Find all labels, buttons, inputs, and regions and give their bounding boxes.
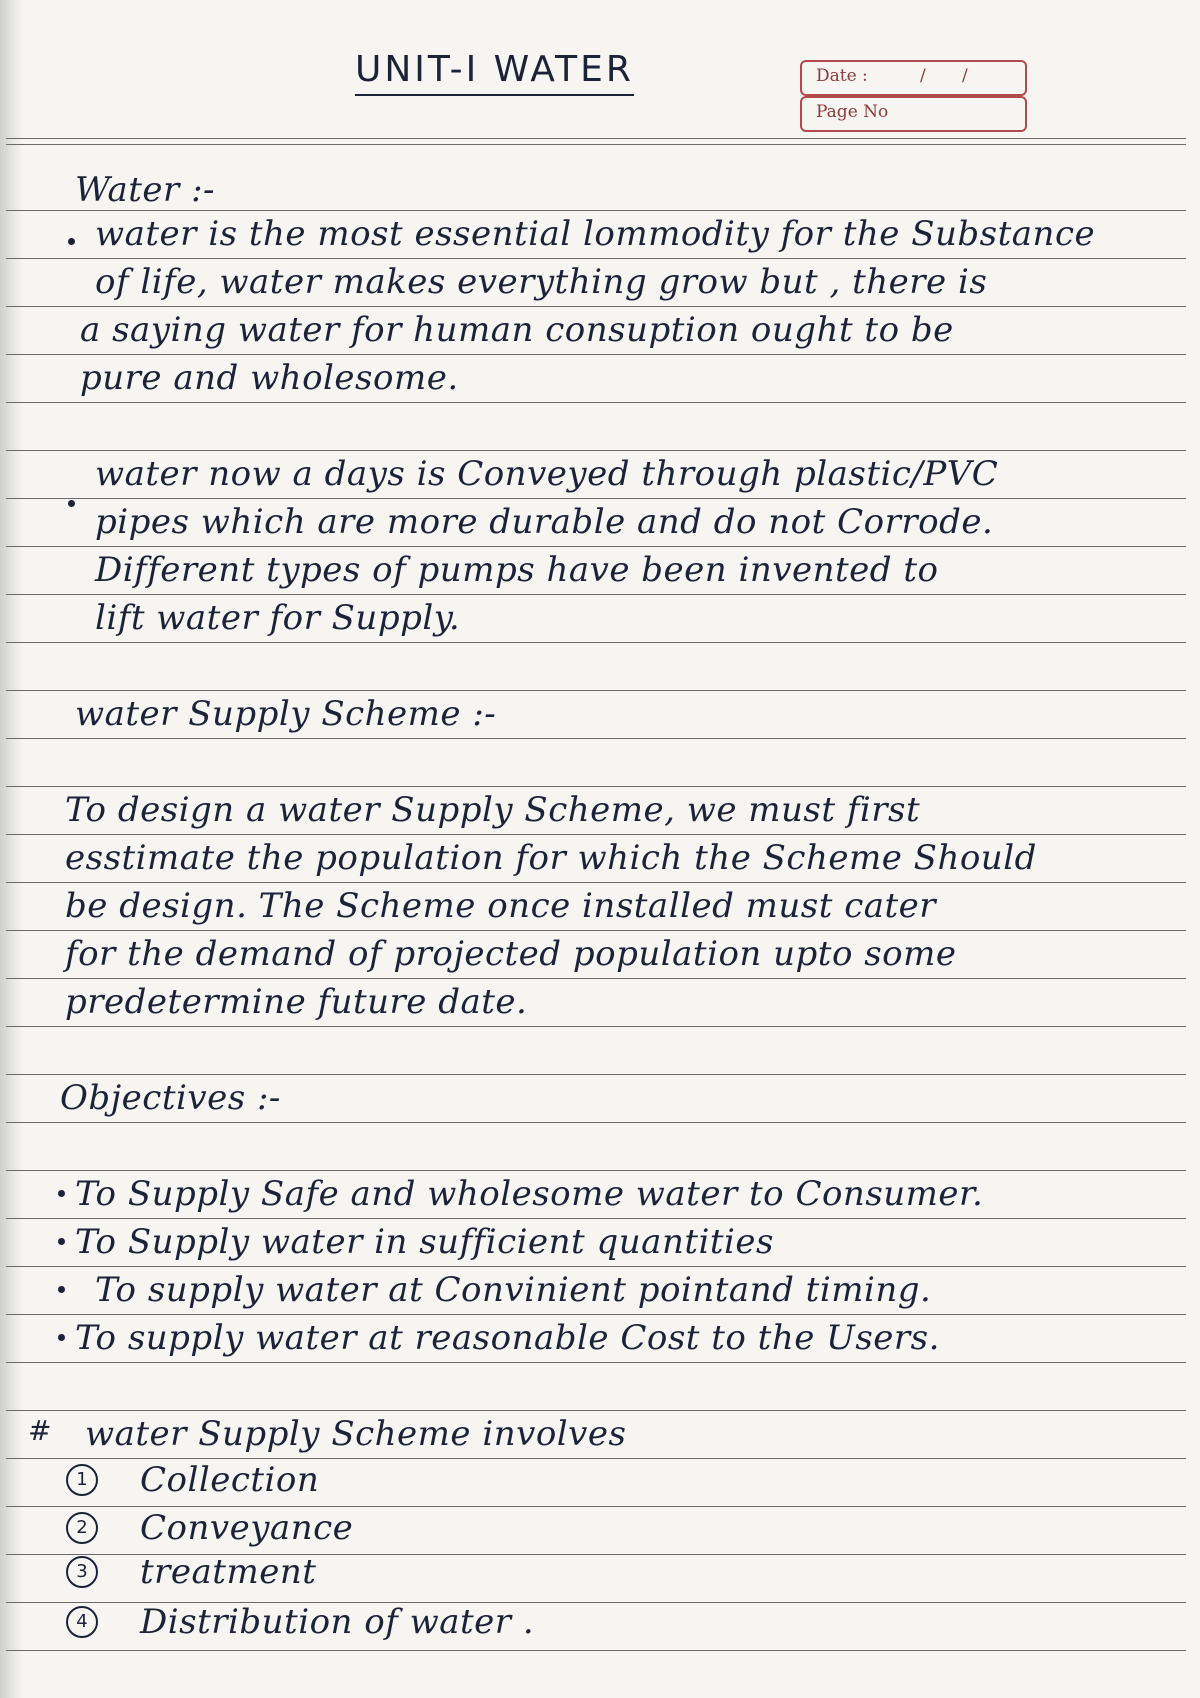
rule-line [6, 1362, 1186, 1363]
scheme-paragraph-line: predetermine future date. [65, 982, 528, 1022]
rule-line [6, 1218, 1186, 1219]
scheme-heading: water Supply Scheme :- [75, 694, 497, 734]
bullet-dot [58, 1190, 65, 1197]
rule-line [6, 978, 1186, 979]
date-page-box [800, 60, 1025, 132]
objective-item: To supply water at reasonable Cost to the Users. [75, 1318, 940, 1358]
bullet-dot [58, 1238, 65, 1245]
rule-line [6, 402, 1186, 403]
scheme-paragraph-line: be design. The Scheme once installed must cater [65, 886, 937, 926]
date-field [800, 60, 1027, 96]
bullet-dot [58, 1286, 65, 1293]
step-number: 2 [66, 1512, 98, 1544]
header-rule [6, 138, 1186, 139]
step-treatment: treatment [140, 1552, 317, 1592]
rule-line [6, 1506, 1186, 1507]
water-paragraph-1-line: of life, water makes everything grow but , there is [95, 262, 988, 302]
objective-item: To Supply water in sufficient quantities [75, 1222, 774, 1262]
objective-item: To supply water at Convinient pointand timing. [95, 1270, 932, 1310]
step-distribution: Distribution of water . [140, 1602, 535, 1642]
rule-line [6, 834, 1186, 835]
rule-line [6, 1410, 1186, 1411]
rule-line [6, 1266, 1186, 1267]
page-number-field [800, 96, 1027, 132]
rule-line [6, 1074, 1186, 1075]
rule-line [6, 1170, 1186, 1171]
scheme-paragraph-line: To design a water Supply Scheme, we must first [65, 790, 921, 830]
bullet-dot [68, 238, 75, 245]
water-paragraph-1-line: pure and wholesome. [80, 358, 459, 398]
date-label: Date : [816, 66, 868, 86]
rule-line [6, 450, 1186, 451]
step-number: 4 [66, 1606, 98, 1638]
rule-line [6, 1314, 1186, 1315]
scheme-paragraph-line: esstimate the population for which the Scheme Should [65, 838, 1037, 878]
involves-heading: water Supply Scheme involves [85, 1414, 627, 1454]
header-rule-second [6, 144, 1186, 145]
rule-line [6, 306, 1186, 307]
objective-item: To Supply Safe and wholesome water to Consumer. [75, 1174, 984, 1214]
rule-line [6, 1026, 1186, 1027]
rule-line [6, 210, 1186, 211]
page-number-label: Page No [816, 102, 889, 122]
bullet-dot [68, 500, 75, 507]
hash-marker: # [28, 1414, 52, 1447]
water-paragraph-2-line: pipes which are more durable and do not Corrode. [95, 502, 994, 542]
water-heading: Water :- [75, 170, 216, 210]
rule-line [6, 258, 1186, 259]
rule-line [6, 1458, 1186, 1459]
step-number: 3 [66, 1556, 98, 1588]
water-paragraph-1-line: a saying water for human consuption ought to be [80, 310, 954, 350]
water-paragraph-2-line: lift water for Supply. [95, 598, 461, 638]
rule-line [6, 786, 1186, 787]
rule-line [6, 1122, 1186, 1123]
rule-line [6, 354, 1186, 355]
rule-line [6, 498, 1186, 499]
rule-line [6, 642, 1186, 643]
rule-line [6, 882, 1186, 883]
scheme-paragraph-line: for the demand of projected population upto some [65, 934, 957, 974]
rule-line [6, 930, 1186, 931]
water-paragraph-1-line: water is the most essential lommodity for the Substance [95, 214, 1096, 254]
step-collection: Collection [140, 1460, 320, 1500]
objectives-heading: Objectives :- [60, 1078, 281, 1118]
date-separator: / [962, 66, 968, 86]
bullet-dot [58, 1334, 65, 1341]
water-paragraph-2-line: Different types of pumps have been invented to [95, 550, 939, 590]
rule-line [6, 546, 1186, 547]
rule-line [6, 594, 1186, 595]
step-conveyance: Conveyance [140, 1508, 354, 1548]
step-number: 1 [66, 1464, 98, 1496]
rule-line [6, 738, 1186, 739]
rule-line [6, 690, 1186, 691]
page-title: UNIT-I WATER [355, 50, 634, 96]
water-paragraph-2-line: water now a days is Conveyed through plastic/PVC [95, 454, 999, 494]
rule-line [6, 1650, 1186, 1651]
date-separator: / [920, 66, 926, 86]
